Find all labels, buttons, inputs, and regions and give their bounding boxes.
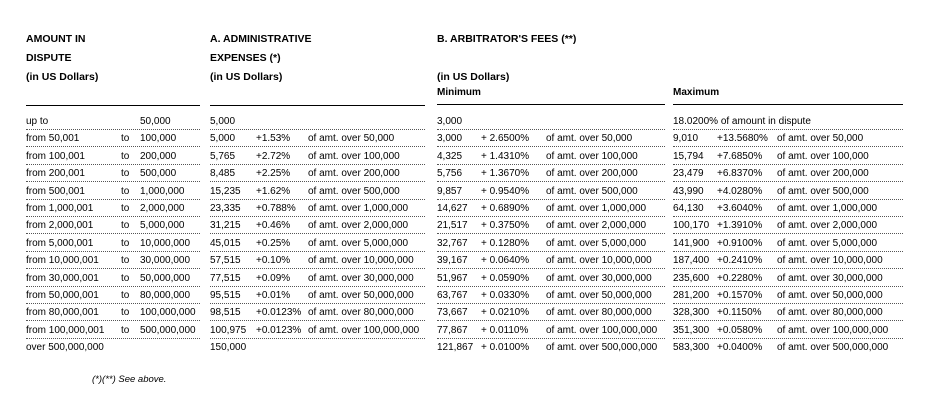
row-separator	[673, 268, 903, 269]
amount-to: 1,000,000	[140, 185, 185, 197]
max-rate: +0.2410%	[717, 255, 763, 267]
max-base: 281,200	[673, 290, 710, 301]
amount-from: from 2,000,001	[26, 220, 94, 232]
amount-from: from 5,000,001	[26, 237, 94, 249]
admin-rate: +0.46%	[256, 220, 291, 232]
max-rate: +4.0280%	[717, 185, 763, 197]
min-over: of amt. over 80,000,000	[546, 307, 652, 319]
admin-over: of amt. over 80,000,000	[308, 307, 414, 319]
row-separator	[210, 146, 425, 147]
min-base: 3,000	[437, 133, 463, 145]
row-separator	[437, 181, 665, 182]
row-separator	[437, 338, 665, 339]
amount-to-label: to	[121, 133, 130, 145]
row-separator	[26, 199, 200, 200]
admin-base: 31,215	[210, 220, 241, 232]
row-separator	[673, 216, 903, 217]
amount-from: from 80,000,001	[26, 307, 99, 319]
min-rate: + 2.6500%	[481, 133, 530, 145]
header-admin-line-3: (in US Dollars)	[210, 71, 283, 83]
max-rate: +13.5680%	[717, 133, 768, 145]
amount-to-label: to	[121, 185, 130, 197]
row-separator	[210, 129, 425, 130]
amount-to-label: to	[121, 237, 130, 249]
row-separator	[26, 146, 200, 147]
min-base: 5,756	[437, 168, 463, 180]
admin-base: 57,515	[210, 255, 241, 267]
min-rate: + 1.3670%	[481, 168, 530, 180]
table-row	[0, 166, 951, 183]
admin-over: of amt. over 10,000,000	[308, 255, 414, 267]
min-rate: + 0.0330%	[481, 290, 530, 301]
min-rate: + 1.4310%	[481, 150, 530, 162]
table-row	[0, 271, 951, 288]
row-separator	[437, 303, 665, 304]
max-base: 141,900	[673, 237, 710, 249]
row-separator	[673, 303, 903, 304]
row-separator	[210, 216, 425, 217]
max-rate: +0.2280%	[717, 272, 763, 284]
row-separator	[26, 233, 200, 234]
amount-to-label: to	[121, 220, 130, 232]
header-arbitrator-fees	[437, 30, 576, 87]
row-separator	[26, 320, 200, 321]
min-over: of amt. over 500,000	[546, 185, 638, 197]
amount-to-label: to	[121, 324, 130, 336]
row-separator	[437, 251, 665, 252]
max-over: of amt. over 2,000,000	[777, 220, 878, 232]
max-base: 100,170	[673, 220, 710, 232]
header-fees-line-1: B. ARBITRATOR'S FEES (**)	[437, 33, 577, 45]
min-over: of amt. over 30,000,000	[546, 272, 652, 284]
row-separator	[210, 268, 425, 269]
max-rate: +0.9100%	[717, 237, 763, 249]
amount-to: 100,000	[140, 133, 177, 145]
amount-to: 80,000,000	[140, 290, 191, 301]
max-rate: +0.1150%	[717, 307, 762, 319]
amount-to: 10,000,000	[140, 237, 191, 249]
max-rate: +7.6850%	[717, 150, 763, 162]
header-rule-amount	[26, 105, 200, 106]
table-row	[0, 184, 951, 201]
min-over: of amt. over 200,000	[546, 168, 638, 180]
row-separator	[437, 216, 665, 217]
amount-to: 30,000,000	[140, 255, 191, 267]
header-amount-in-dispute	[26, 30, 98, 87]
amount-to-label: to	[121, 203, 130, 214]
min-rate: + 0.9540%	[481, 185, 530, 197]
footnote: (*)(**) See above.	[92, 374, 167, 385]
min-over: of amt. over 5,000,000	[546, 237, 647, 249]
max-base: 23,479	[673, 168, 704, 180]
admin-over: of amt. over 500,000	[308, 185, 400, 197]
amount-to-label: to	[121, 168, 130, 180]
admin-over: of amt. over 5,000,000	[308, 237, 409, 249]
max-over: of amt. over 1,000,000	[777, 203, 878, 214]
row-separator	[210, 303, 425, 304]
row-separator	[673, 129, 903, 130]
max-rate: +0.1570%	[717, 290, 763, 301]
amount-from: over 500,000,000	[26, 342, 104, 354]
amount-from: up to	[26, 116, 49, 127]
header-fees-line-2	[437, 49, 576, 68]
amount-to-label: to	[121, 255, 130, 267]
header-amount-line-3: (in US Dollars)	[26, 71, 99, 83]
max-over: of amt. over 500,000,000	[777, 342, 889, 354]
admin-over: of amt. over 200,000	[308, 168, 400, 180]
amount-to: 100,000,000	[140, 307, 196, 319]
min-base: 63,767	[437, 290, 468, 301]
amount-to-label: to	[121, 307, 130, 319]
admin-over: of amt. over 30,000,000	[308, 272, 414, 284]
amount-to: 2,000,000	[140, 203, 185, 214]
min-rate: + 0.6890%	[481, 203, 530, 214]
admin-base: 23,335	[210, 203, 241, 214]
row-separator	[673, 338, 903, 339]
min-over: of amt. over 500,000,000	[546, 342, 658, 354]
admin-base: 5,000	[210, 116, 236, 127]
header-admin-line-2: EXPENSES (*)	[210, 52, 281, 64]
min-base: 51,967	[437, 272, 468, 284]
admin-over: of amt. over 50,000,000	[308, 290, 414, 301]
max-over: of amt. over 50,000,000	[777, 290, 883, 301]
admin-over: of amt. over 50,000	[308, 133, 395, 145]
table-row	[0, 288, 951, 305]
row-separator	[437, 129, 665, 130]
row-separator	[26, 216, 200, 217]
admin-over: of amt. over 100,000,000	[308, 324, 420, 336]
admin-base: 98,515	[210, 307, 241, 319]
amount-to: 50,000,000	[140, 272, 191, 284]
min-over: of amt. over 2,000,000	[546, 220, 647, 232]
admin-rate: +0.10%	[256, 255, 291, 267]
amount-to: 5,000,000	[140, 220, 185, 232]
min-base: 77,867	[437, 324, 468, 336]
header-rule-admin	[210, 105, 425, 106]
row-separator	[26, 303, 200, 304]
admin-base: 77,515	[210, 272, 241, 284]
min-over: of amt. over 50,000,000	[546, 290, 652, 301]
row-separator	[26, 268, 200, 269]
table-row	[0, 218, 951, 235]
amount-from: from 1,000,001	[26, 203, 94, 214]
max-over: of amt. over 200,000	[777, 168, 869, 180]
min-rate: + 0.0210%	[481, 307, 530, 319]
row-separator	[437, 199, 665, 200]
admin-over: of amt. over 1,000,000	[308, 203, 409, 214]
table-row	[0, 131, 951, 148]
max-base: 328,300	[673, 307, 710, 319]
min-base: 9,857	[437, 185, 463, 197]
max-over: of amt. over 100,000,000	[777, 324, 889, 336]
max-over: of amt. over 30,000,000	[777, 272, 883, 284]
amount-to-label: to	[121, 150, 130, 162]
header-amount-line-1: AMOUNT IN	[26, 33, 86, 45]
min-base: 121,867	[437, 342, 474, 354]
admin-rate: +2.72%	[256, 150, 291, 162]
min-rate: + 0.0640%	[481, 255, 530, 267]
max-over: of amt. over 5,000,000	[777, 237, 878, 249]
min-base: 3,000	[437, 116, 463, 127]
row-separator	[210, 181, 425, 182]
row-separator	[673, 181, 903, 182]
max-base: 583,300	[673, 342, 710, 354]
header-amount-line-2: DISPUTE	[26, 52, 72, 64]
amount-to-label: to	[121, 272, 130, 284]
admin-base: 5,000	[210, 133, 236, 145]
row-separator	[673, 286, 903, 287]
admin-rate: +0.09%	[256, 272, 291, 284]
row-separator	[673, 320, 903, 321]
maximum-subheader: Maximum	[673, 87, 720, 98]
amount-to-label: to	[121, 290, 130, 301]
min-over: of amt. over 50,000	[546, 133, 633, 145]
amount-from: from 100,001	[26, 150, 85, 162]
max-over: of amt. over 10,000,000	[777, 255, 883, 267]
max-over: of amt. over 80,000,000	[777, 307, 883, 319]
min-over: of amt. over 100,000	[546, 150, 638, 162]
admin-base: 45,015	[210, 237, 241, 249]
min-base: 73,667	[437, 307, 468, 319]
max-rate: +1.3910%	[717, 220, 763, 232]
row-separator	[437, 286, 665, 287]
row-separator	[210, 233, 425, 234]
max-base: 64,130	[673, 203, 704, 214]
table-row	[0, 149, 951, 166]
max-over: of amt. over 100,000	[777, 150, 869, 162]
amount-from: from 50,000,001	[26, 290, 99, 301]
min-rate: + 0.0110%	[481, 324, 529, 336]
row-separator	[26, 338, 200, 339]
table-row	[0, 114, 951, 131]
max-base: 18.0200% of amount in dispute	[673, 116, 811, 127]
min-rate: + 0.0100%	[481, 342, 530, 354]
row-separator	[210, 251, 425, 252]
min-over: of amt. over 1,000,000	[546, 203, 647, 214]
min-base: 21,517	[437, 220, 468, 232]
admin-rate: +1.53%	[256, 133, 291, 145]
admin-base: 15,235	[210, 185, 241, 197]
max-base: 235,600	[673, 272, 710, 284]
row-separator	[26, 251, 200, 252]
amount-from: from 200,001	[26, 168, 85, 180]
row-separator	[210, 286, 425, 287]
min-base: 39,167	[437, 255, 468, 267]
amount-to: 500,000,000	[140, 324, 196, 336]
row-separator	[437, 268, 665, 269]
row-separator	[673, 199, 903, 200]
row-separator	[210, 320, 425, 321]
row-separator	[673, 146, 903, 147]
admin-rate: +2.25%	[256, 168, 291, 180]
row-separator	[673, 251, 903, 252]
admin-rate: +0.01%	[256, 290, 291, 301]
amount-to: 500,000	[140, 168, 177, 180]
amount-from: from 50,001	[26, 133, 80, 145]
admin-rate: +0.0123%	[256, 324, 302, 336]
max-rate: +0.0400%	[717, 342, 763, 354]
max-base: 351,300	[673, 324, 710, 336]
header-rule-minimum	[437, 104, 665, 105]
table-row	[0, 253, 951, 270]
admin-base: 5,765	[210, 150, 236, 162]
admin-base: 95,515	[210, 290, 241, 301]
row-separator	[437, 146, 665, 147]
row-separator	[437, 233, 665, 234]
row-separator	[210, 164, 425, 165]
max-base: 9,010	[673, 133, 699, 145]
amount-from: from 100,000,001	[26, 324, 105, 336]
header-administrative-expenses	[210, 30, 312, 87]
table-row	[0, 323, 951, 340]
admin-over: of amt. over 2,000,000	[308, 220, 409, 232]
amount-to: 200,000	[140, 150, 177, 162]
max-over: of amt. over 500,000	[777, 185, 869, 197]
row-separator	[673, 233, 903, 234]
row-separator	[26, 286, 200, 287]
max-rate: +3.6040%	[717, 203, 763, 214]
min-rate: + 0.1280%	[481, 237, 530, 249]
max-rate: +6.8370%	[717, 168, 763, 180]
admin-rate: +0.0123%	[256, 307, 302, 319]
max-over: of amt. over 50,000	[777, 133, 864, 145]
max-base: 43,990	[673, 185, 704, 197]
row-separator	[673, 164, 903, 165]
header-admin-line-1: A. ADMINISTRATIVE	[210, 33, 312, 45]
min-over: of amt. over 10,000,000	[546, 255, 652, 267]
admin-base: 100,975	[210, 324, 247, 336]
header-rule-maximum	[673, 104, 903, 105]
admin-base: 8,485	[210, 168, 236, 180]
min-rate: + 0.0590%	[481, 272, 530, 284]
table-row	[0, 236, 951, 253]
admin-rate: +0.788%	[256, 203, 296, 214]
amount-from: from 500,001	[26, 185, 85, 197]
table-row	[0, 305, 951, 322]
row-separator	[26, 181, 200, 182]
amount-from: from 10,000,001	[26, 255, 99, 267]
amount-to: 50,000	[140, 116, 171, 127]
row-separator	[210, 199, 425, 200]
min-over: of amt. over 100,000,000	[546, 324, 658, 336]
minimum-subheader: Minimum	[437, 87, 481, 98]
admin-over: of amt. over 100,000	[308, 150, 400, 162]
row-separator	[26, 129, 200, 130]
row-separator	[437, 164, 665, 165]
min-base: 32,767	[437, 237, 468, 249]
max-base: 187,400	[673, 255, 710, 267]
max-rate: +0.0580%	[717, 324, 763, 336]
max-base: 15,794	[673, 150, 704, 162]
admin-base: 150,000	[210, 342, 247, 354]
min-base: 14,627	[437, 203, 468, 214]
row-separator	[26, 164, 200, 165]
header-fees-line-3: (in US Dollars)	[437, 71, 510, 83]
row-separator	[437, 320, 665, 321]
min-base: 4,325	[437, 150, 463, 162]
amount-from: from 30,000,001	[26, 272, 99, 284]
admin-rate: +1.62%	[256, 185, 291, 197]
min-rate: + 0.3750%	[481, 220, 530, 232]
table-row	[0, 340, 951, 357]
admin-rate: +0.25%	[256, 237, 291, 249]
table-row	[0, 201, 951, 218]
row-separator	[210, 338, 425, 339]
